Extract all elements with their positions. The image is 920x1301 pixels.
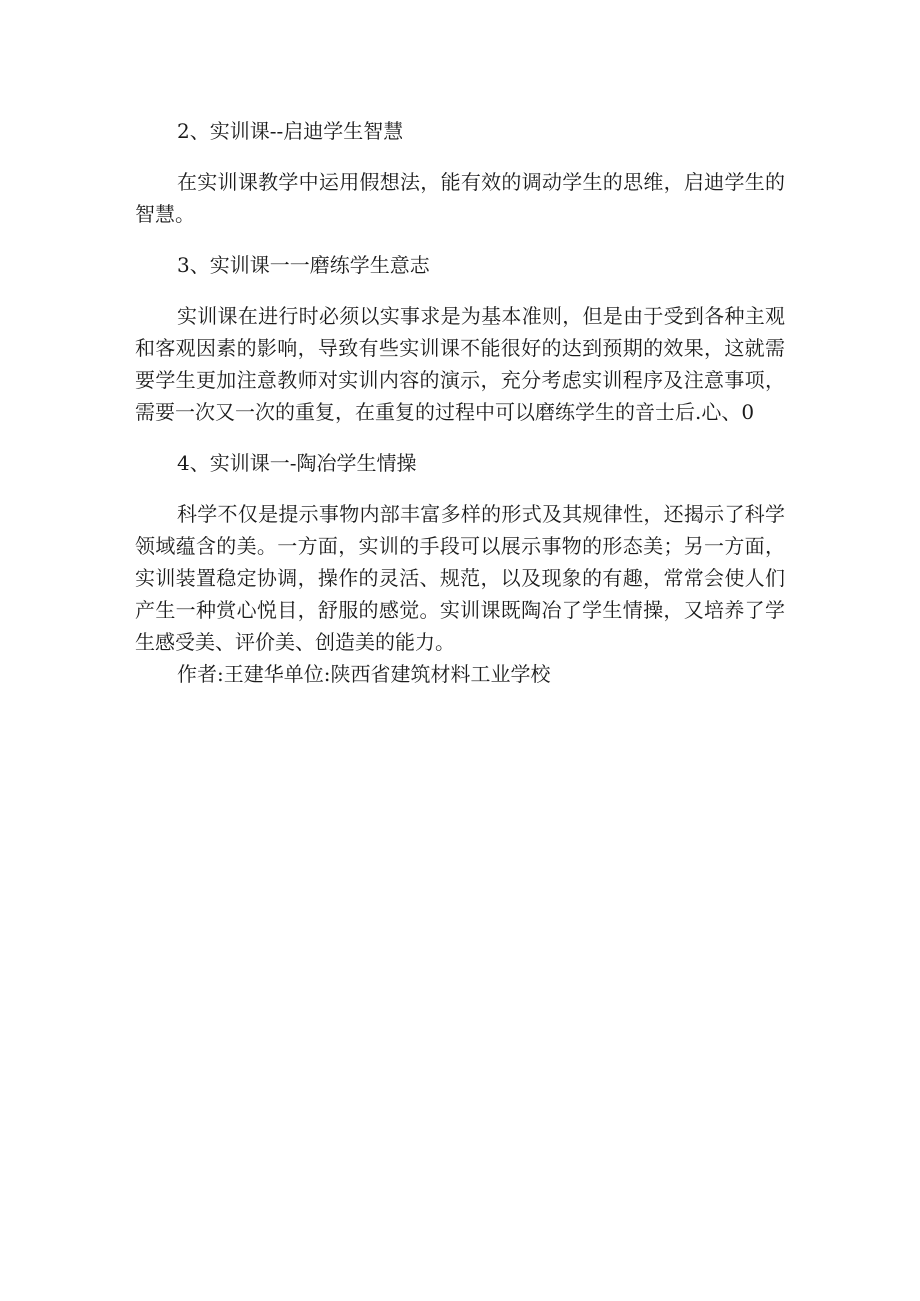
section-body-4: 科学不仅是提示事物内部丰富多样的形式及其规律性，还揭示了科学领域蕴含的美。一方面，实训的手段可以展示事物的形态美；另一方面，实训装置稳定协调，操作的灵活、规范，以及现象的有趣，常常会使人们产生一种赏心悦目，舒服的感觉。实训课既陶冶了学生情操，又培养了学生感受美、评价美、创造美的能力。 bbox=[135, 502, 785, 654]
section-body-2: 在实训课教学中运用假想法，能有效的调动学生的思维，启迪学生的智慧。 bbox=[135, 170, 785, 226]
document-body bbox=[135, 115, 785, 690]
author-byline: 作者:王建华单位:陕西省建筑材料工业学校 bbox=[177, 662, 551, 686]
section-heading-4: 4、实训课一-陶冶学生情操 bbox=[177, 451, 417, 475]
section-heading-2: 2、实训课--启迪学生智慧 bbox=[177, 119, 404, 143]
section-heading-3: 3、实训课一一磨练学生意志 bbox=[177, 253, 430, 277]
section-body-3: 实训课在进行时必须以实事求是为基本准则，但是由于受到各种主观和客观因素的影响，导致有些实训课不能很好的达到预期的效果，这就需要学生更加注意教师对实训内容的演示，充分考虑实训程序及注意事项，需要一次又一次的重复，在重复的过程中可以磨练学生的音士后.心、0 bbox=[135, 304, 785, 424]
